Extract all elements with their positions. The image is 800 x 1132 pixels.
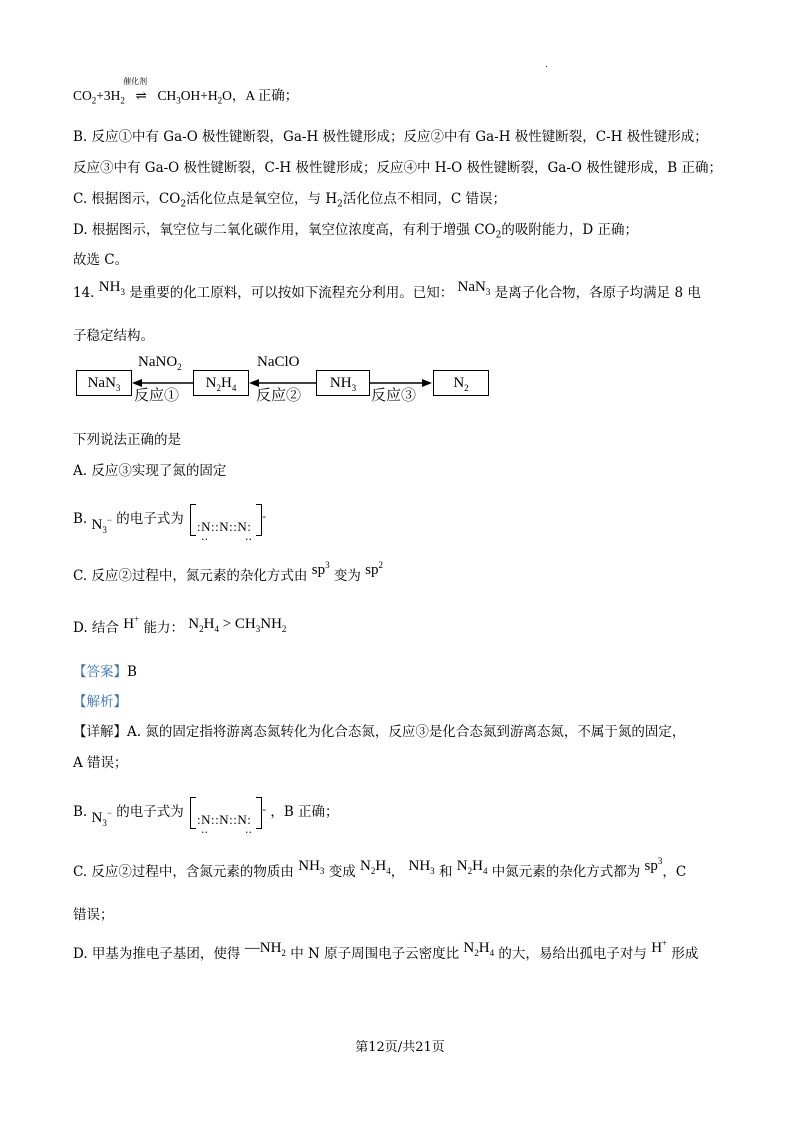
hydrogen-ion: H+ — [123, 614, 140, 632]
box-nan3: NaN$_3$ — [76, 370, 132, 396]
detail-c-line1: C. 反应②过程中，含氮元素的物质由 $NH_3$ 变成 $N_2H_4$， $NH_3$ 和 $N_2H_4$ 中氮元素的杂化方式都为 $sp^3$，C — [73, 856, 687, 880]
question-14-line2: 子稳定结构。 — [73, 328, 154, 344]
answer-tag: 【答案】 — [73, 664, 127, 680]
page-footer: 第12页/共21页 — [355, 1040, 445, 1055]
detail-b: B. $N_3^-$ 的电子式为 :N::N::N: ·· ·· - ，B 正确； — [73, 793, 339, 832]
formula-nan3: NaN$_3$ — [457, 279, 491, 297]
question-stem: 下列说法正确的是 — [73, 432, 181, 448]
arrow-3-head — [422, 379, 432, 387]
sp2-label: $sp^2$ — [365, 560, 384, 578]
reagent-nano2: NaNO$_2$ — [138, 354, 182, 372]
box-n2: $N_2$ — [433, 370, 489, 396]
formula-n3-anion: $N_3^-$ — [91, 515, 112, 535]
reagent-naclo: NaClO — [257, 354, 300, 370]
detail-a-line2: A 错误； — [73, 755, 128, 771]
equation-left: $CO_2+3H_2$ — [73, 88, 125, 106]
option-b: B. $N_3^-$ 的电子式为 :N::N::N: ·· ·· - — [73, 500, 266, 539]
option-a: A. 反应③实现了氮的固定 — [73, 463, 227, 479]
formula-n3-anion-detail: $N_3^-$ — [91, 808, 112, 828]
option-c: C. 反应②过程中，氮元素的杂化方式由 $sp^3$ 变为 $sp^2$ — [73, 560, 384, 584]
equation-right: $CH_3OH+H_2O$，A 正确； — [157, 88, 299, 106]
answer-line: 【答案】B — [73, 664, 137, 680]
analysis-c-line: C. 根据图示，$CO_2$活化位点是氧空位，与 $H_2$活化位点不相同，C 错误； — [73, 191, 506, 210]
lewis-structure-n3-detail: :N::N::N: ·· ·· - — [188, 794, 266, 832]
reaction-2-label: 反应② — [256, 388, 302, 404]
analysis-d-line: D. 根据图示，氧空位与二氧化碳作用，氧空位浓度高，有利于增强 $CO_2$的吸附能力，D 正确； — [73, 222, 638, 241]
formula-nh3: $NH_3$ — [98, 279, 125, 297]
box-n2h4: $N_2H_4$ — [193, 370, 249, 396]
option-d: D. 结合 H+ 能力： $N_2H_4 > CH_3NH_2$ — [73, 614, 287, 636]
equation-line — [73, 77, 299, 106]
lewis-structure-n3: :N::N::N: ·· ·· - — [188, 501, 266, 539]
reaction-1-label: 反应① — [134, 388, 180, 404]
reaction-3-label: 反应③ — [371, 388, 417, 404]
sp3-label: $sp^3$ — [311, 560, 330, 578]
analysis-tag: 【解析】 — [73, 694, 127, 710]
analysis-b-line1: B. 反应①中有 Ga-O 极性键断裂，Ga-H 极性键形成；反应②中有 Ga-H 极性键断裂，C-H 极性键形成； — [73, 129, 708, 145]
top-dot: . — [545, 60, 548, 70]
comparison-formula: $N_2H_4 > CH_3NH_2$ — [188, 616, 287, 634]
detail-d-line1: D. 甲基为推电子基团，使得 $—NH_2$ 中 N 原子周围电子云密度比 $N_2H_4$ 的大，易给出孤电子对与 H+ 形成 — [73, 938, 699, 962]
detail-a-line1: 【详解】A. 氮的固定指将游离态氮转化为化合态氮，反应③是化合态氮到游离态氮，不属于氮的固定， — [73, 724, 686, 740]
detail-c-line2: 错误； — [73, 907, 114, 923]
analysis-b-line2: 反应③中有 Ga-O 极性键断裂，C-H 极性键形成；反应④中 H-O 极性键断裂，Ga-O 极性键形成，B 正确； — [73, 160, 722, 176]
question-14-line1: 14. $NH_3$ 是重要的化工原料，可以按如下流程充分利用。已知： NaN$_3$ 是离子化合物，各原子均满足 8 电 — [73, 279, 701, 301]
selection-line: 故选 C。 — [73, 252, 129, 268]
catalyst-label: 催化剂 — [123, 77, 148, 86]
equilibrium-arrow: 催化剂 ⇌ — [129, 86, 153, 106]
box-nh3: $NH_3$ — [316, 370, 370, 396]
